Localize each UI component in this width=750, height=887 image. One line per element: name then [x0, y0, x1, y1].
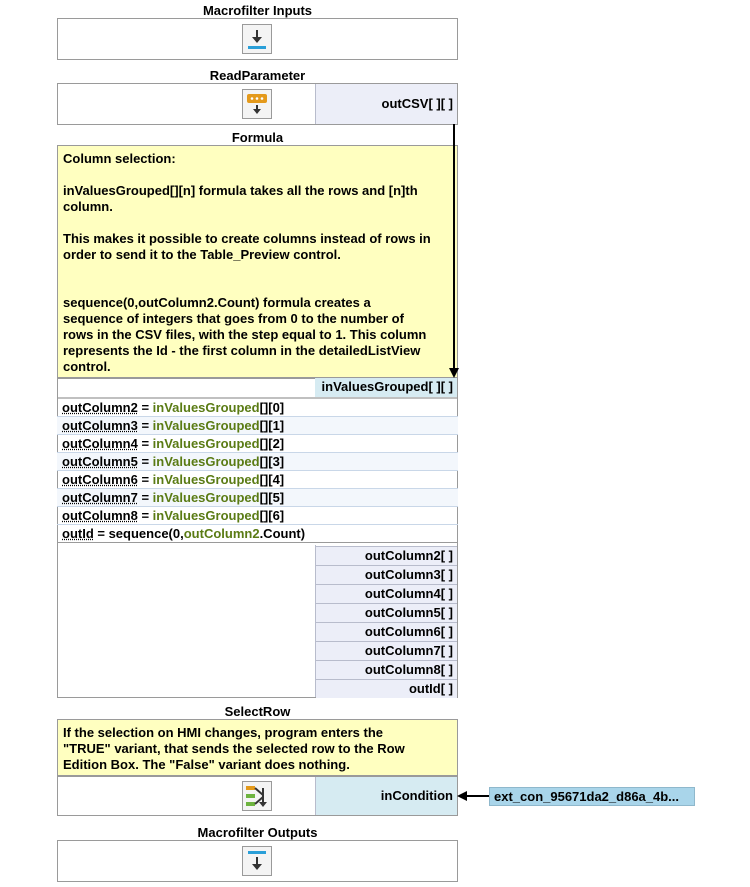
select-row-comment: If the selection on HMI changes, program enters the "TRUE" variant, that sends the selected row to the Row Edition Box. The "False" variant does nothing. [57, 719, 458, 776]
formula-output-name: outColumn6 [62, 472, 138, 487]
formula-operator: = [137, 436, 153, 451]
read-parameter-block[interactable] [57, 83, 458, 125]
formula-expression: .Count) [259, 526, 306, 541]
formula-output-name: outColumn7 [62, 490, 138, 505]
macrofilter-inputs-title: Macrofilter Inputs [202, 3, 313, 18]
formula-row[interactable] [57, 453, 458, 471]
formula-comment-line: sequence(0,outColumn2.Count) formula creates a sequence of integers that goes from 0 to the number of rows in the CSV files, with the step equal to 1. This column represents the Id - the first column in the detailedListView control. [63, 295, 427, 374]
formula-comment-line: This makes it possible to create columns instead of rows in order to send it to the Table_Preview control. [63, 231, 431, 262]
formula-output-port[interactable]: outColumn3[ ] [316, 565, 457, 584]
formula-expression: = sequence(0, [93, 526, 184, 541]
condition-arrow [456, 789, 490, 803]
formula-row[interactable] [57, 435, 458, 453]
formula-index: [][1] [259, 418, 285, 433]
read-parameter-icon[interactable] [242, 89, 272, 119]
formula-output-name: outColumn5 [62, 454, 138, 469]
formula-output-port[interactable]: outColumn8[ ] [316, 660, 457, 679]
variant-switch-icon[interactable] [242, 781, 272, 811]
read-parameter-title: ReadParameter [209, 68, 306, 83]
formula-output-name: outColumn8 [62, 508, 138, 523]
formula-row[interactable] [57, 489, 458, 507]
formula-output-port[interactable]: outId[ ] [316, 679, 457, 698]
formula-input-ref: inValuesGrouped [152, 418, 260, 433]
macrofilter-outputs-block[interactable] [57, 840, 458, 882]
formula-input-ref: inValuesGrouped [152, 490, 260, 505]
formula-output-port[interactable]: outColumn5[ ] [316, 603, 457, 622]
formula-operator: = [137, 400, 153, 415]
formula-input-ref: inValuesGrouped [152, 472, 260, 487]
formula-output-port[interactable]: outColumn7[ ] [316, 641, 457, 660]
incondition-input-port[interactable]: inCondition [315, 777, 457, 815]
formula-operator: = [137, 418, 153, 433]
formula-input-ref: inValuesGrouped [152, 436, 260, 451]
select-row-title: SelectRow [224, 704, 291, 719]
formula-comment [57, 145, 458, 378]
formula-output-port[interactable]: outColumn4[ ] [316, 584, 457, 603]
formula-output-port[interactable]: outColumn6[ ] [316, 622, 457, 641]
invaluesgrouped-input-port[interactable]: inValuesGrouped[ ][ ] [315, 378, 457, 397]
formula-index: [][4] [259, 472, 285, 487]
formula-operator: = [137, 508, 153, 523]
formula-comment-line: inValuesGrouped[][n] formula takes all the rows and [n]th column. [63, 183, 418, 214]
formula-output-name: outColumn3 [62, 418, 138, 433]
outcsv-output-port[interactable]: outCSV[ ][ ] [315, 84, 457, 124]
formula-output-name: outId [62, 526, 94, 541]
formula-index: [][0] [259, 400, 285, 415]
formula-row[interactable] [57, 399, 458, 417]
formula-output-name: outColumn2 [62, 400, 138, 415]
formula-output-port[interactable]: outColumn2[ ] [316, 546, 457, 565]
formula-output-name: outColumn4 [62, 436, 138, 451]
formula-row[interactable] [57, 507, 458, 525]
external-connection-label[interactable]: ext_con_95671da2_d86a_4b... [489, 787, 695, 806]
formula-input-ref: inValuesGrouped [152, 508, 260, 523]
formula-row[interactable] [57, 525, 458, 543]
formula-index: [][5] [259, 490, 285, 505]
formula-operator: = [137, 454, 153, 469]
formula-input-ref: inValuesGrouped [152, 454, 260, 469]
formula-input-ref: outColumn2 [183, 526, 260, 541]
macrofilter-inputs-block[interactable] [57, 18, 458, 60]
formula-operator: = [137, 472, 153, 487]
formula-index: [][3] [259, 454, 285, 469]
formula-index: [][6] [259, 508, 285, 523]
upload-arrow-icon[interactable] [242, 846, 272, 876]
formula-comment-line: Column selection: [63, 151, 176, 166]
macrofilter-outputs-title: Macrofilter Outputs [197, 825, 318, 840]
download-arrow-icon[interactable] [242, 24, 272, 54]
formula-row[interactable] [57, 471, 458, 489]
formula-operator: = [137, 490, 153, 505]
select-row-block[interactable] [57, 776, 458, 816]
formula-row[interactable] [57, 417, 458, 435]
connection-arrow [448, 124, 462, 380]
formula-index: [][2] [259, 436, 285, 451]
formula-title: Formula [231, 130, 284, 145]
formula-input-ref: inValuesGrouped [152, 400, 260, 415]
